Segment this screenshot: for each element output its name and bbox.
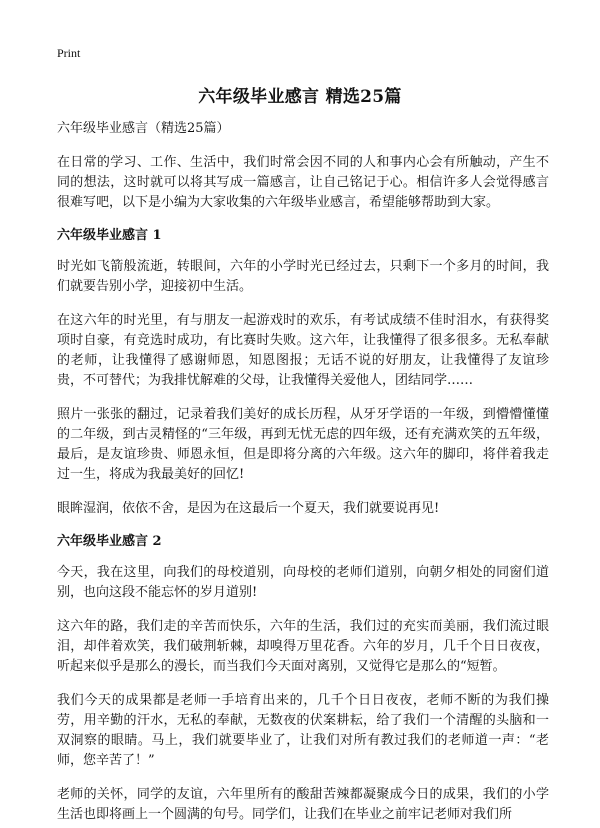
paragraph: 时光如飞箭般流逝，转眼间，六年的小学时光已经过去，只剩下一个多月的时间，我们就要告别小学，迎接初中生活。: [57, 259, 549, 294]
section-1: [57, 227, 549, 519]
print-link[interactable]: Print: [57, 46, 81, 60]
section-heading: 六年级毕业感言 2: [57, 534, 162, 549]
paragraph: 在这六年的时光里，有与朋友一起游戏时的欢乐，有考试成绩不佳时泪水，有获得奖项时自豪，有竞选时成功，有比赛时失败。这六年，让我懂得了很多很多。无私奉献的老师，让我懂得了感谢师恩，知恩图报；无话不说的好朋友，让我懂得了友谊珍贵，不可替代；为我排忧解难的父母，让我懂得关爱他人，团结同学……: [57, 313, 549, 388]
paragraph: 老师的关怀，同学的友谊，六年里所有的酸甜苦辣都凝聚成今日的成果，我们的小学生活也即将画上一个圆满的句号。同学们，让我们在毕业之前牢记老师对我们所: [57, 787, 549, 822]
paragraph: 今天，我在这里，向我们的母校道别，向母校的老师们道别，向朝夕相处的同窗们道别，也向这段不能忘怀的岁月道别!: [57, 565, 549, 600]
section-2: [57, 533, 549, 825]
article-body: [57, 120, 549, 828]
paragraph: 眼眸湿润，依依不舍，是因为在这最后一个夏天，我们就要说再见!: [57, 501, 440, 516]
page-title: 六年级毕业感言 精选25篇: [198, 87, 402, 107]
paragraph: 照片一张张的翻过，记录着我们美好的成长历程，从牙牙学语的一年级，到懵懵懂懂的二年级，到古灵精怪的“三年级，再到无忧无虑的四年级，还有充满欢笑的五年级，最后，是友谊珍贵、师恩永恒，但是即将分离的六年级。这六年的脚印，将伴着我走过一生，将成为我最美好的回忆!: [57, 407, 549, 482]
intro-paragraph: 在日常的学习、工作、生活中，我们时常会因不同的人和事内心会有所触动，产生不同的想法，这时就可以将其写成一篇感言，让自己铭记于心。相信许多人会觉得感言很难写吧，以下是小编为大家收集的六年级毕业感言，希望能够帮助到大家。: [57, 155, 549, 210]
section-heading: 六年级毕业感言 1: [57, 228, 162, 243]
paragraph: 这六年的路，我们走的辛苦而快乐，六年的生活，我们过的充实而美丽，我们流过眼泪，却伴着欢笑，我们破荆斩棘，却嗅得万里花香。六年的岁月，几千个日日夜夜，听起来似乎是那么的漫长，而当我们今天面对离别，又觉得它是那么的“短暂。: [57, 619, 549, 674]
paragraph: 我们今天的成果都是老师一手培育出来的，几千个日日夜夜，老师不断的为我们操劳，用辛勤的汗水，无私的奉献，无数夜的伏案耕耘，给了我们一个清醒的头脑和一双洞察的眼睛。马上，我们就要毕业了，让我们对所有教过我们的老师道一声：“老师，您辛苦了！”: [57, 693, 549, 768]
article-subtitle: 六年级毕业感言（精选25篇）: [57, 121, 230, 136]
